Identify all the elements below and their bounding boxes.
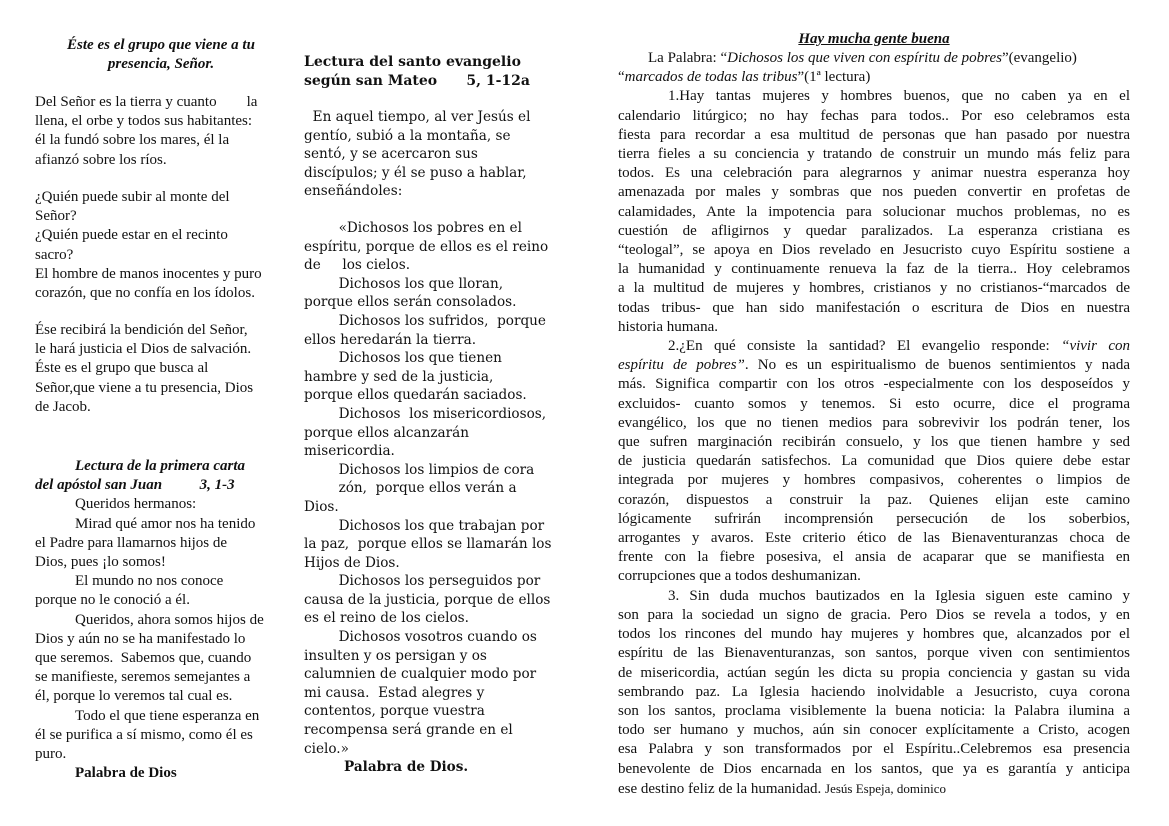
text-line: calamidades, Ante la impotencia para solucionar muchos problemas, no es [618, 203, 1130, 220]
text-line: Mirad qué amor nos ha tenido [75, 515, 256, 532]
paragraph-2 [618, 337, 1130, 587]
text-line: cuestión de afligirnos y quedar paralizados. La esperanza cristiana es [618, 222, 1130, 239]
text-line: Del Señor es la tierra y cuanto la [35, 94, 258, 110]
text-line: corrupciones que a todos deshumanizan. [618, 568, 861, 585]
text-line: lógicamente sufrirán incomprensión persecución de los soberbios, [618, 510, 1130, 527]
text-span: “ [618, 69, 625, 86]
first-reading [35, 457, 287, 783]
text-line: espíritu, porque de ellos es el reino [304, 238, 549, 255]
gospel-heading [304, 53, 560, 90]
text-line: Ése recibirá la bendición del Señor, [35, 322, 248, 338]
text-line: de misericordia, actúan según les dicta su propia conciencia y gastan su vida [618, 664, 1130, 681]
text-line: Queridos, ahora somos hijos de [75, 611, 264, 628]
text-line: porque ellos quedarán saciados. [304, 387, 527, 404]
text-line: recompensa será grande en el [304, 722, 513, 739]
text-line: ¿Quién puede estar en el recinto [35, 227, 228, 244]
text-line: él se purifica a sí mismo, como él es [35, 726, 253, 743]
text-span: 2.¿En qué consiste la santidad? El evangelio responde: [668, 338, 1062, 355]
text-line: se manifieste, seremos semejantes a [35, 669, 251, 686]
text-line: es el reino de los cielos. [304, 610, 469, 627]
text-line: Señor,que viene a tu presencia, Dios [35, 379, 254, 396]
text-line: de Jacob. [35, 398, 91, 415]
text-line: Dichosos los que trabajan por [304, 517, 545, 534]
text-line: Dichosos vosotros cuando os [304, 629, 537, 646]
reading-heading: Lectura de la primera carta [75, 458, 245, 474]
text-line: porque no le conoció a él. [35, 592, 190, 609]
text-span: ”(evangelio) [1001, 50, 1077, 66]
text-line: “teologal”, se apoya en Dios revelado en Jesucristo cuyo Espíritu sostiene a [618, 242, 1130, 259]
commentary-body [618, 49, 1130, 799]
text-line: que seremos. Sabemos que, cuando [35, 650, 252, 667]
text-line: de los cielos. [304, 257, 411, 274]
text-line: amenazada por males y sombras que nos pueden convertir en profetas de [618, 184, 1130, 201]
text-line: arrogantes y avaros. Este criterio ético de las Bienaventuranzas choca de [618, 530, 1130, 547]
text-line: gentío, subió a la montaña, se [304, 127, 511, 144]
text-line: Dichosos los limpios de cora [304, 461, 535, 478]
text-line: tierra fieles a su conciencia y tratando de construir un mundo más feliz para [618, 146, 1130, 163]
psalm-refrain-title [35, 36, 287, 74]
text-line: historia humana. [618, 318, 718, 335]
text-line: hambre y sed de la justicia, [304, 368, 494, 385]
paragraph-3 [618, 587, 1130, 799]
text-line: Dichosos los que tienen [304, 350, 502, 367]
reading-quote: marcados de todas las tribus [624, 69, 798, 86]
text-line: Dios y aún no se ha manifestado lo [35, 630, 246, 647]
text-line: le hará justicia el Dios de salvación. [35, 341, 252, 358]
text-line: 1.Hay tantas mujeres y hombres buenos, que no caben ya en el [668, 88, 1130, 105]
text-line: integrada por mujeres y hombres compasivos, coherentes o limpios de [618, 472, 1130, 489]
text-line: mi causa. Estad alegres y [304, 684, 485, 701]
paragraph-1 [618, 87, 1130, 337]
text-span: . No es un espiritualismo de buenos sentimientos y nada [744, 357, 1130, 374]
text-line: la paz, porque ellos se llamarán los [304, 536, 552, 553]
beatitudes [304, 219, 560, 777]
text-span: La Palabra: “ [648, 50, 728, 66]
closing-acclamation: Palabra de Dios [75, 765, 177, 782]
text-line: enseñándoles: [304, 183, 403, 200]
title-line: Éste es el grupo que viene a tu [67, 37, 255, 53]
text-line: sacro? [35, 246, 74, 263]
commentary-title: Hay mucha gente buena [798, 31, 950, 47]
text-line: Todo el que tiene esperanza en [75, 707, 260, 724]
text-line: discípulos; y él se puso a hablar, [304, 164, 527, 181]
text-line: ellos heredarán la tierra. [304, 331, 477, 348]
text-line: cielo.» [304, 740, 349, 757]
text-line: él, porque lo veremos tal cual es. [35, 688, 233, 705]
text-line: todos los rincones del mundo hay mujeres y hombres que, alcanzados por el [618, 626, 1130, 643]
text-line: Hijos de Dios. [304, 554, 400, 571]
text-line: Queridos hermanos: [75, 496, 197, 513]
text-line: Señor? [35, 208, 77, 225]
psalm-stanza-1 [35, 93, 287, 170]
psalm-stanza-2 [35, 188, 287, 303]
text-line: que sufren marginación recibirán consuelo, y los que tienen hambre y sed [618, 434, 1130, 451]
text-line: En aquel tiempo, al ver Jesús el [304, 109, 531, 125]
text-line: sentó, y se acercaron sus [304, 146, 478, 163]
text-line: El hombre de manos inocentes y puro [35, 265, 262, 282]
text-line: sembrando paz. La Iglesia haciendo inolvidable a Jesucristo, cuya corona [618, 683, 1130, 700]
heading-line: Lectura del santo evangelio [304, 54, 521, 70]
text-line: puro. [35, 746, 67, 763]
intro-line [618, 49, 1130, 68]
gospel-quote: espíritu de pobres” [618, 357, 745, 374]
text-line: Dichosos los misericordiosos, [304, 405, 547, 422]
text-line: porque ellos alcanzarán [304, 424, 469, 441]
closing-acclamation: Palabra de Dios. [344, 759, 469, 776]
text-line: 3. Sin duda muchos bautizados en la Iglesia siguen este camino y [668, 587, 1130, 604]
text-line: él la fundó sobre los mares, él la [35, 132, 230, 149]
heading-line: según san Mateo 5, 1-12a [304, 72, 530, 89]
text-line: espíritu de las Bienaventuranzas, son santos, porque viven con sentimientos [618, 645, 1130, 662]
text-line: calumnien de cualquier modo por [304, 666, 537, 683]
title-line: presencia, Señor. [107, 56, 215, 73]
gospel-quote: Dichosos los que viven con espíritu de pobres [727, 50, 1002, 66]
text-line: de justicia quedarán satisfechos. La comunidad que Dios quiere debe estar [618, 453, 1130, 470]
text-line: a la multitud de mujeres y hombres, cristianos y no cristianos-“marcados de [618, 280, 1130, 297]
text-line: son para la sociedad un signo de gracia. Pero Dios se revela a todos, y en [618, 606, 1130, 623]
text-line: El mundo no nos conoce [75, 573, 224, 590]
text-line: corazón, que no confía en los ídolos. [35, 285, 255, 302]
text-line [618, 356, 1130, 375]
text-line: calendario litúrgico; no hay fechas para todos.. Por eso celebramos esta [618, 107, 1130, 124]
text-line: Dichosos los perseguidos por [304, 573, 541, 590]
text-line: todas tribus- que han sido manifestación o escritura de Dios en nuestra [618, 299, 1130, 316]
text-line: afianzó sobre los ríos. [35, 151, 167, 168]
text-line: frente con la fiebre posesiva, el ansia de acaparar que se manifiesta en [618, 549, 1130, 566]
text-line: esa Palabra y son transformados por el Espíritu..Celebremos esa presencia [618, 741, 1130, 758]
text-span: ese destino feliz de la humanidad. [618, 780, 826, 797]
text-line: corazón, dispuestos a construir la paz. Quienes elijan este camino [618, 491, 1130, 508]
text-line: insulten y os persigan y os [304, 647, 487, 664]
text-line: todo ser humano y muchos, aún sin conocer explícitamente a Cristo, acogen [618, 722, 1130, 739]
text-line: misericordia. [304, 443, 395, 460]
text-line: benevolente de Dios encarnada en los santos, que ya es garantía y anticipa [618, 760, 1130, 777]
text-line: Dios, pues ¡lo somos! [35, 554, 166, 571]
text-line: son los santos, proclama visiblemente la buena noticia: la Palabra ilumina a [618, 702, 1130, 719]
text-line [618, 337, 1130, 356]
text-line: evangélico, los que no tienen medios para sobrevivir los podrán tener, los [618, 414, 1130, 431]
text-span: ”(1ª lectura) [797, 69, 871, 86]
gospel-intro [304, 108, 560, 201]
text-line: ¿Quién puede subir al monte del [35, 189, 230, 205]
text-line: contentos, porque vuestra [304, 703, 485, 720]
text-line: «Dichosos los pobres en el [304, 220, 522, 236]
text-line: Éste es el grupo que busca al [35, 360, 209, 377]
text-line [618, 779, 1130, 799]
author-signature: Jesús Espeja, dominico [825, 780, 946, 796]
intro-line [618, 68, 1130, 87]
text-line: fiesta para recordar a esa multitud de personas que han pasado por nuestra [618, 126, 1130, 143]
gospel-quote: “vivir con [1061, 338, 1130, 355]
text-line: causa de la justicia, porque de ellos [304, 591, 551, 608]
text-line: Dichosos los sufridos, porque [304, 312, 546, 329]
reading-heading: del apóstol san Juan 3, 1-3 [35, 477, 235, 494]
text-line: porque ellos serán consolados. [304, 294, 517, 311]
text-line: más. Significa compartir con los otros -especialmente con los desposeídos y [618, 376, 1130, 393]
text-line: llena, el orbe y todos sus habitantes: [35, 113, 253, 130]
text-line: excluidos- cuanto somos y tenemos. Si esto ocurre, dice el programa [618, 395, 1130, 412]
text-line: Dichosos los que lloran, [304, 275, 504, 292]
text-line: la humanidad y continuamente renueva la faz de la tierra.. Hoy celebramos [618, 261, 1130, 278]
text-line: zón, porque ellos verán a [304, 480, 517, 497]
psalm-stanza-3 [35, 321, 287, 417]
text-line: el Padre para llamarnos hijos de [35, 534, 228, 551]
text-line: Dios. [304, 498, 339, 515]
text-line: todos. Es una celebración para alegrarnos y animar nuestra esperanza hoy [618, 165, 1130, 182]
